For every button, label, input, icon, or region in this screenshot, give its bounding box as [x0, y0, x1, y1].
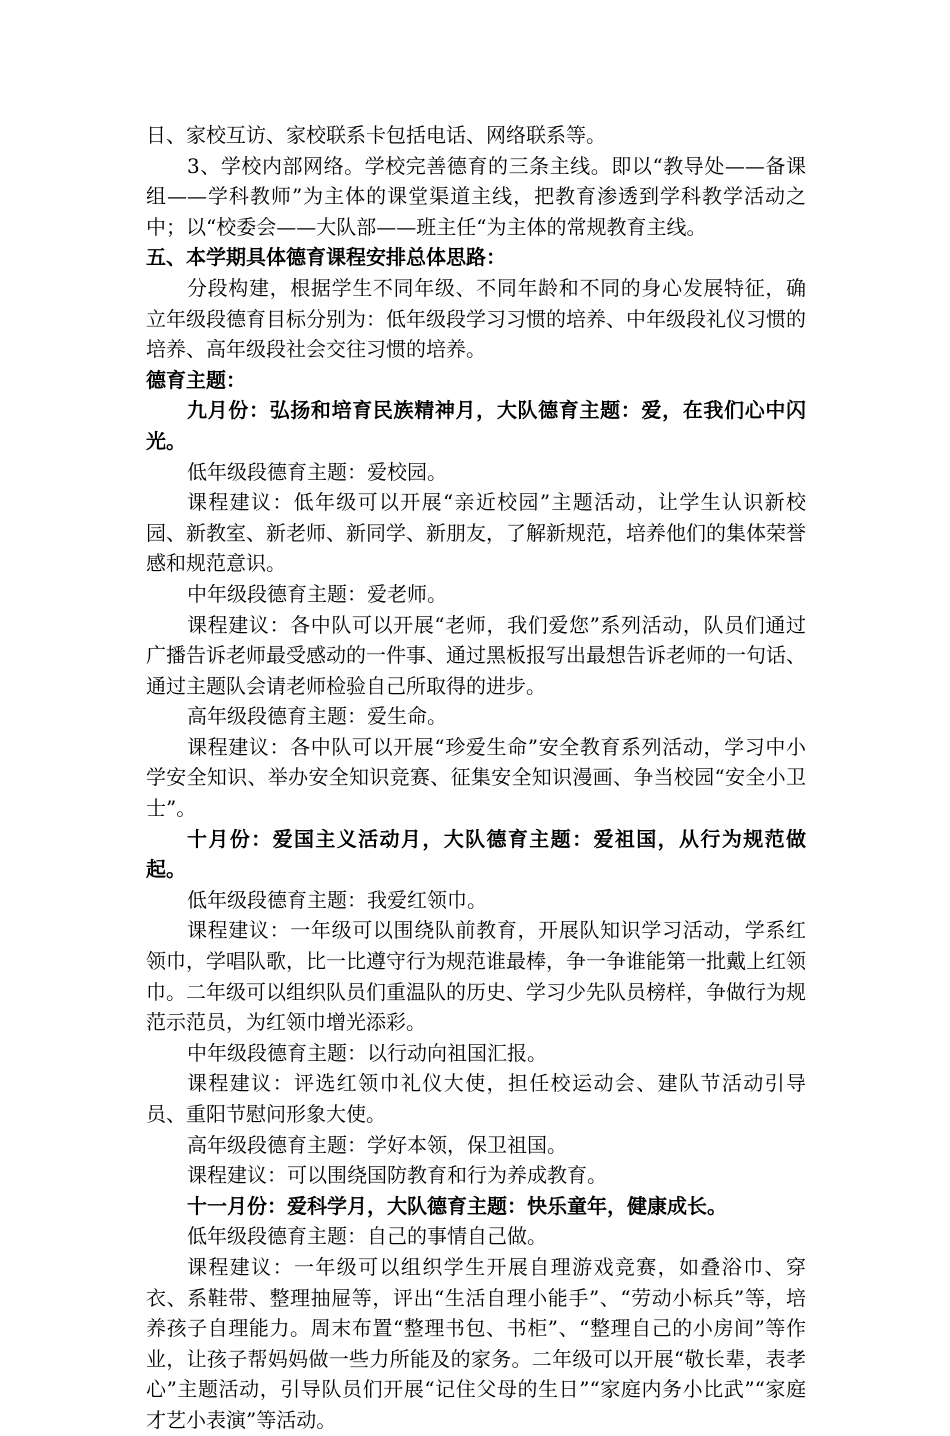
month-heading-september: 九月份：弘扬和培育民族精神月，大队德育主题：爱，在我们心中闪光。: [146, 398, 806, 453]
theme-sept-upper: 高年级段德育主题：爱生命。: [187, 704, 447, 729]
heading-moral-themes: 德育主题：: [146, 367, 246, 392]
suggestion-oct-middle: 课程建议：评选红领巾礼仪大使，担任校运动会、建队节活动引导员、重阳节慰问形象大使。: [146, 1071, 806, 1126]
suggestion-sept-lower: 课程建议：低年级可以开展“亲近校园”主题活动，让学生认识新校园、新教室、新老师、新同学、新朋友，了解新规范，培养他们的集体荣誉感和规范意识。: [146, 490, 806, 576]
theme-oct-lower: 低年级段德育主题：我爱红领巾。: [187, 887, 487, 912]
theme-sept-lower: 低年级段德育主题：爱校园。: [187, 459, 447, 484]
suggestion-oct-lower: 课程建议：一年级可以围绕队前教育，开展队知识学习活动，学系红领巾，学唱队歌，比一比遵守行为规范谁最棒，争一争谁能第一批戴上红领巾。二年级可以组织队员们重温队的历史、学习少先队员榜样，争做行为规范示范员，为红领巾增光添彩。: [146, 918, 806, 1035]
theme-nov-lower: 低年级段德育主题：自己的事情自己做。: [187, 1224, 547, 1249]
document-page: [146, 120, 806, 1436]
suggestion-oct-upper: 课程建议：可以围绕国防教育和行为养成教育。: [187, 1163, 607, 1188]
theme-oct-middle: 中年级段德育主题：以行动向祖国汇报。: [187, 1040, 547, 1065]
month-heading-october: 十月份：爱国主义活动月，大队德育主题：爱祖国，从行为规范做起。: [146, 826, 806, 882]
theme-oct-upper: 高年级段德育主题：学好本领，保卫祖国。: [187, 1132, 567, 1157]
theme-sept-middle: 中年级段德育主题：爱老师。: [187, 581, 447, 606]
paragraph-internal-network: 3、学校内部网络。学校完善德育的三条主线。即以“教导处——备课组——学科教师”为主体的课堂渠道主线，把教育渗透到学科教学活动之中；以“校委会——大队部——班主任“为主体的常规教育主线。: [146, 153, 806, 239]
month-heading-november: 十一月份：爱科学月，大队德育主题：快乐童年，健康成长。: [187, 1193, 727, 1218]
section-heading-5: 五、本学期具体德育课程安排总体思路：: [146, 245, 506, 270]
paragraph-staged-construction: 分段构建，根据学生不同年级、不同年龄和不同的身心发展特征，确立年级段德育目标分别为：低年级段学习习惯的培养、中年级段礼仪习惯的培养、高年级段社会交往习惯的培养。: [146, 275, 806, 362]
paragraph-continuation: 日、家校互访、家校联系卡包括电话、网络联系等。: [146, 123, 606, 147]
suggestion-sept-middle: 课程建议：各中队可以开展“老师，我们爱您”系列活动，队员们通过广播告诉老师最受感动的一件事、通过黑板报写出最想告诉老师的一句话、通过主题队会请老师检验自己所取得的进步。: [146, 612, 806, 698]
suggestion-sept-upper: 课程建议：各中队可以开展“珍爱生命”安全教育系列活动，学习中小学安全知识、举办安全知识竞赛、征集安全知识漫画、争当校园“安全小卫士”。: [146, 734, 806, 821]
suggestion-nov-lower: 课程建议：一年级可以组织学生开展自理游戏竞赛，如叠浴巾、穿衣、系鞋带、整理抽屉等，评出“生活自理小能手”、“劳动小标兵”等，培养孩子自理能力。周末布置“整理书包、书柜”、“整理自己的小房间”等作业，让孩子帮妈妈做一些力所能及的家务。二年级可以开展“敬长辈，表孝心”主题活动，引导队员们开展“记住父母的生日”“家庭内务小比武”“家庭才艺小表演”等活动。: [146, 1254, 806, 1432]
